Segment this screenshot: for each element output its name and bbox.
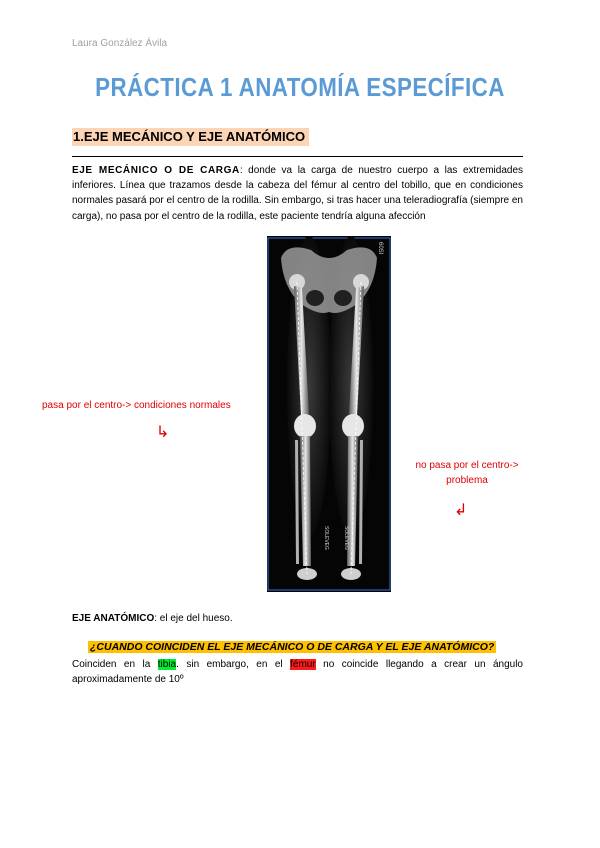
page-title: PRÁCTICA 1 ANATOMÍA ESPECÍFICA <box>95 72 505 102</box>
tibia-highlight: tibia <box>157 659 177 670</box>
note-problem-condition: no pasa por el centro-> problema <box>415 460 519 486</box>
mechanical-axis-term: EJE MECÁNICO O DE CARGA <box>72 165 240 176</box>
anatomical-axis-line <box>72 613 233 624</box>
mechanical-axis-text: : donde va la carga de nuestro cuerpo a las extremidades inferiores. Línea que trazamos desde la cabeza del fémur al centro del tobillo, que en condiciones normales pasará por el centro de la rodilla. Sin embargo, si tras hacer una teleradiografía (siempre en carga), no pasa por el centro de la rodilla, este paciente tendría alguna afección <box>72 165 524 222</box>
divider <box>72 156 523 157</box>
xray-illustration <box>267 236 391 592</box>
question-heading: ¿CUANDO COINCIDEN EL EJE MECÁNICO O DE CARGA Y EL EJE ANATÓMICO? <box>90 641 495 653</box>
mechanical-axis-paragraph <box>72 163 523 224</box>
arrow-down-right-icon: ↳ <box>156 424 170 441</box>
xray-label-top: 60SI <box>377 242 383 255</box>
teleradiography-image <box>267 236 391 592</box>
answer-part-2: . sin embargo, en el <box>176 659 291 670</box>
note-normal-condition: pasa por el centro-> condiciones normales <box>42 400 231 411</box>
author-header: Laura González Ávila <box>72 38 168 49</box>
anatomical-axis-text: : el eje del hueso. <box>154 613 233 624</box>
answer-part-1: Coinciden en la <box>72 659 158 670</box>
xray-label-bottom-left: SOLEVEG <box>323 526 329 550</box>
arrow-down-left-icon: ↲ <box>454 502 468 519</box>
answer-part-3: no coincide llegando a crear un ángulo aproximadamente de 10º <box>72 659 523 686</box>
femur-highlight: fémur <box>290 659 316 670</box>
xray-label-bottom-right: SOLEVEG <box>343 526 349 550</box>
section-heading: 1.EJE MECÁNICO Y EJE ANATÓMICO <box>72 128 309 146</box>
anatomical-axis-term: EJE ANATÓMICO <box>72 613 155 624</box>
answer-paragraph <box>72 657 523 687</box>
